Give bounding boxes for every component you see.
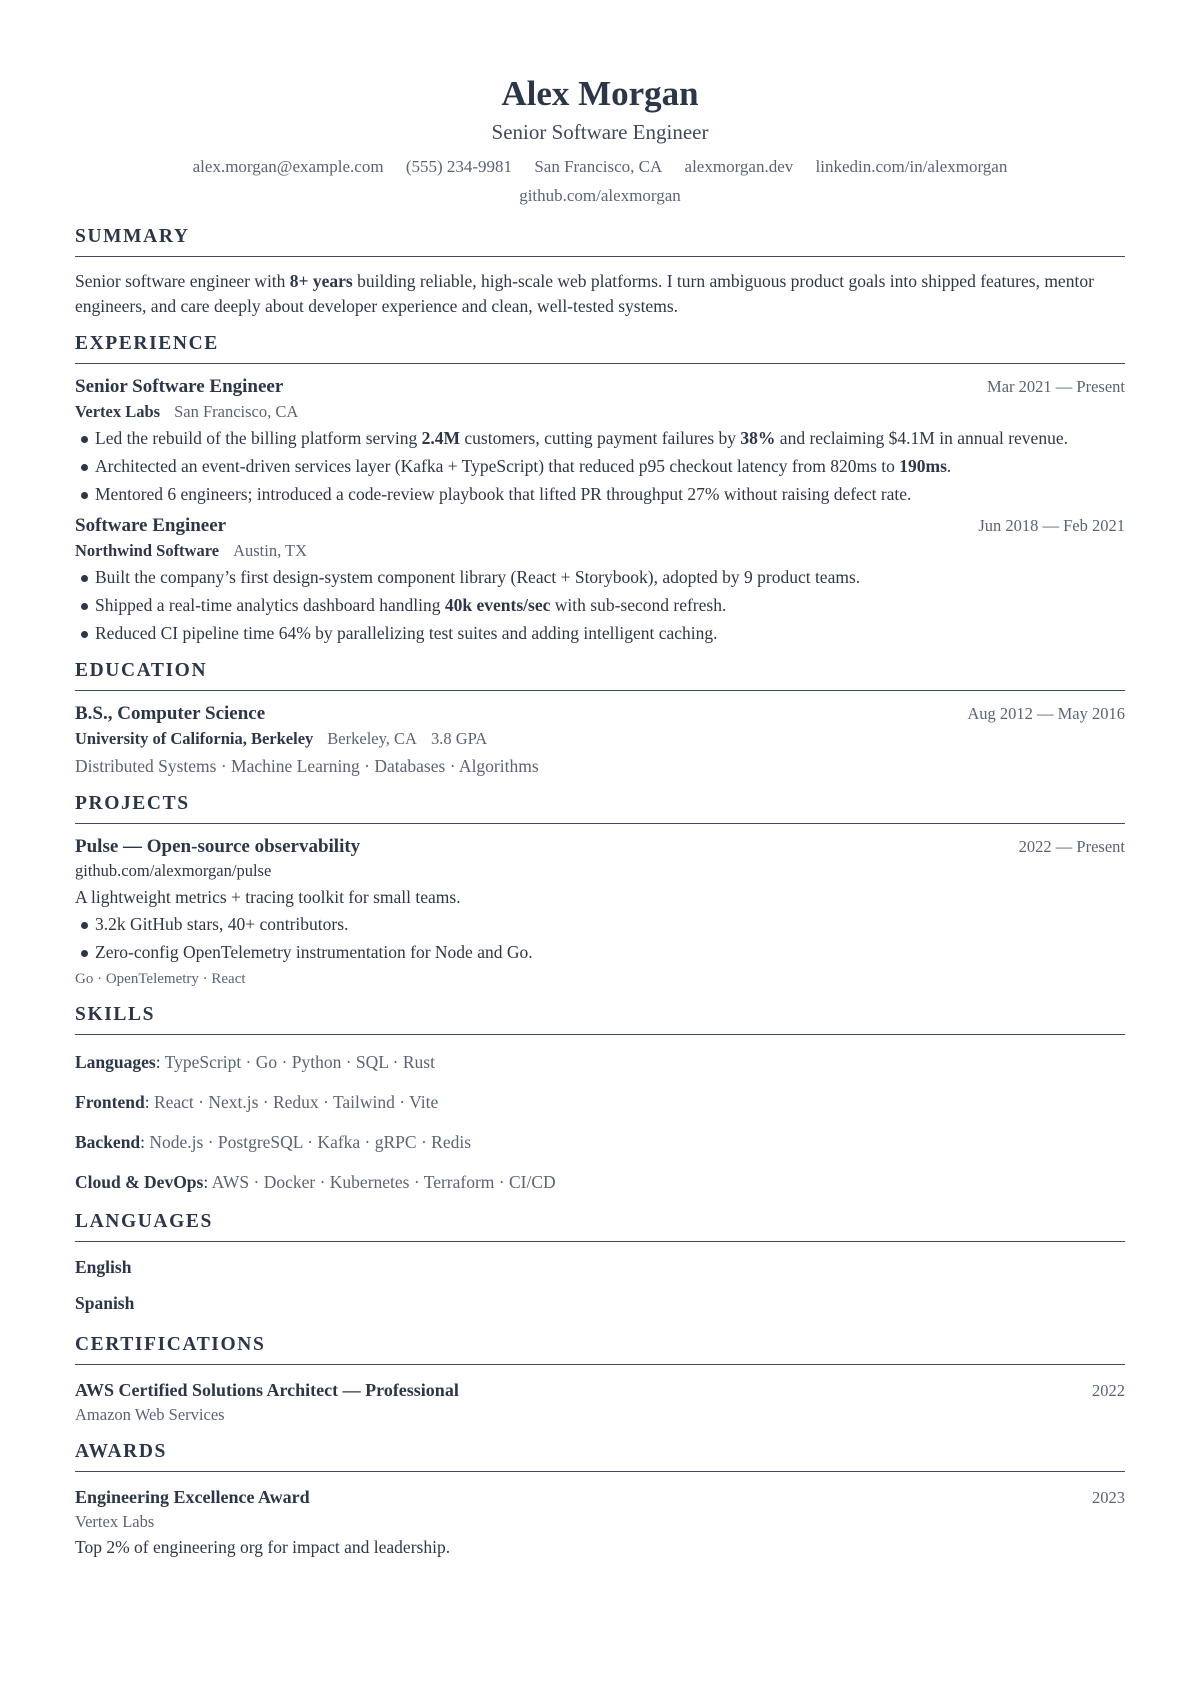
- certifications-section: [75, 1332, 1125, 1427]
- project-description: A lightweight metrics + tracing toolkit for small teams.: [75, 887, 461, 907]
- certification-name: AWS Certified Solutions Architect — Professional: [75, 1380, 459, 1400]
- contact-line: [75, 152, 1125, 210]
- summary-text-part: building reliable, high-scale web platforms. I turn ambiguous product goals into shipped features, mentor engineers, and care deeply about developer experience and clean, well-tested systems.: [75, 271, 1094, 316]
- project-bullets: [75, 912, 1125, 965]
- skill-separator: :: [203, 1172, 212, 1192]
- skill-items: AWS · Docker · Kubernetes · Terraform · CI/CD: [211, 1172, 556, 1192]
- bullet-highlight: 2.4M: [421, 428, 460, 448]
- bullet-text: and reclaiming $4.1M in annual revenue.: [775, 428, 1068, 448]
- job-dates: Jun 2018 — Feb 2021: [978, 516, 1125, 535]
- coursework: Distributed Systems · Machine Learning · Databases · Algorithms: [75, 756, 539, 776]
- section-heading-certifications: CERTIFICATIONS: [75, 1332, 1125, 1365]
- summary-section: [75, 224, 1125, 319]
- gpa: 3.8 GPA: [430, 729, 488, 748]
- job-bullet: [75, 454, 1125, 479]
- degree: B.S., Computer Science: [75, 703, 266, 724]
- language-item: Spanish: [75, 1293, 135, 1313]
- job-company: Northwind Software: [75, 541, 220, 560]
- award-entry: [75, 1484, 1125, 1560]
- skill-items: Node.js · PostgreSQL · Kafka · gRPC · Redis: [149, 1132, 472, 1152]
- experience-section: [75, 331, 1125, 646]
- award-year: 2023: [1092, 1488, 1125, 1507]
- education-entry: [75, 701, 1125, 779]
- project-name: Pulse — Open-source observability: [75, 836, 361, 857]
- bullet-text: Built the company’s first design-system component library (React + Storybook), adopted by 9 product teams.: [95, 567, 861, 587]
- languages-section: [75, 1209, 1125, 1314]
- bullet-text: .: [946, 456, 952, 476]
- job-bullet: [75, 593, 1125, 618]
- skill-row: [75, 1129, 1125, 1155]
- section-heading-education: EDUCATION: [75, 658, 1125, 691]
- bullet-text: Architected an event-driven services layer (Kafka + TypeScript) that reduced p95 checkout latency from 820ms to: [95, 456, 900, 476]
- resume-header: [75, 72, 1125, 210]
- job-bullet: [75, 482, 1125, 507]
- certification-entry: [75, 1377, 1125, 1427]
- project-entry: [75, 834, 1125, 990]
- education-dates: Aug 2012 — May 2016: [967, 704, 1125, 723]
- bullet-highlight: 38%: [740, 428, 776, 448]
- job-bullet: [75, 621, 1125, 646]
- contact-linkedin[interactable]: linkedin.com/in/alexmorgan: [815, 157, 1008, 176]
- skill-category: Cloud & DevOps: [75, 1172, 204, 1192]
- language-item: English: [75, 1257, 132, 1277]
- job-bullets: [75, 565, 1125, 646]
- school-name: University of California, Berkeley: [75, 729, 314, 748]
- skill-separator: :: [144, 1092, 154, 1112]
- skill-category: Frontend: [75, 1092, 145, 1112]
- section-heading-summary: SUMMARY: [75, 224, 1125, 257]
- skill-separator: :: [140, 1132, 150, 1152]
- section-heading-projects: PROJECTS: [75, 791, 1125, 824]
- bullet-text: Reduced CI pipeline time 64% by parallelizing test suites and adding intelligent caching.: [95, 623, 718, 643]
- skill-items: React · Next.js · Redux · Tailwind · Vite: [153, 1092, 439, 1112]
- award-description: Top 2% of engineering org for impact and leadership.: [75, 1537, 451, 1557]
- certification-year: 2022: [1092, 1381, 1125, 1400]
- certification-issuer: Amazon Web Services: [75, 1405, 225, 1424]
- contact-github[interactable]: github.com/alexmorgan: [519, 186, 681, 205]
- bullet-highlight: 40k events/sec: [444, 595, 551, 615]
- job-dates: Mar 2021 — Present: [987, 377, 1125, 396]
- candidate-name: Alex Morgan: [501, 74, 699, 113]
- skill-row: [75, 1089, 1125, 1115]
- job-role: Senior Software Engineer: [75, 376, 284, 397]
- job-entry: [75, 374, 1125, 507]
- projects-section: [75, 791, 1125, 990]
- project-dates: 2022 — Present: [1018, 837, 1125, 856]
- project-bullet: 3.2k GitHub stars, 40+ contributors.: [75, 912, 1125, 937]
- award-issuer: Vertex Labs: [75, 1512, 155, 1531]
- project-bullet: Zero-config OpenTelemetry instrumentation for Node and Go.: [75, 940, 1125, 965]
- contact-phone: (555) 234-9981: [405, 157, 513, 176]
- contact-email[interactable]: alex.morgan@example.com: [192, 157, 384, 176]
- skill-row: [75, 1049, 1125, 1075]
- skills-section: [75, 1002, 1125, 1195]
- candidate-title: Senior Software Engineer: [491, 120, 709, 144]
- job-location: Austin, TX: [233, 541, 308, 560]
- job-role: Software Engineer: [75, 515, 227, 536]
- award-name: Engineering Excellence Award: [75, 1487, 310, 1507]
- summary-highlight: 8+ years: [289, 271, 353, 291]
- job-bullets: [75, 426, 1125, 507]
- skill-category: Backend: [75, 1132, 141, 1152]
- awards-section: [75, 1439, 1125, 1560]
- job-bullet: [75, 565, 1125, 590]
- bullet-text: with sub-second refresh.: [550, 595, 727, 615]
- job-bullet: [75, 426, 1125, 451]
- skill-items: TypeScript · Go · Python · SQL · Rust: [164, 1052, 435, 1072]
- job-entry: [75, 513, 1125, 646]
- job-location: San Francisco, CA: [174, 402, 299, 421]
- education-section: [75, 658, 1125, 779]
- job-company: Vertex Labs: [75, 402, 161, 421]
- summary-text: [75, 269, 1125, 319]
- section-heading-languages: LANGUAGES: [75, 1209, 1125, 1242]
- bullet-text: Led the rebuild of the billing platform serving: [95, 428, 422, 448]
- bullet-text: Mentored 6 engineers; introduced a code-review playbook that lifted PR throughput 27% without raising defect rate.: [95, 484, 912, 504]
- project-link[interactable]: github.com/alexmorgan/pulse: [75, 861, 272, 880]
- section-heading-skills: SKILLS: [75, 1002, 1125, 1035]
- bullet-highlight: 190ms: [899, 456, 947, 476]
- contact-website[interactable]: alexmorgan.dev: [684, 157, 794, 176]
- bullet-text: customers, cutting payment failures by: [460, 428, 741, 448]
- skill-separator: :: [155, 1052, 165, 1072]
- project-tags: Go · OpenTelemetry · React: [75, 971, 246, 987]
- bullet-text: Shipped a real-time analytics dashboard handling: [95, 595, 445, 615]
- section-heading-awards: AWARDS: [75, 1439, 1125, 1472]
- skill-category: Languages: [75, 1052, 156, 1072]
- contact-location: San Francisco, CA: [534, 157, 663, 176]
- summary-text-part: Senior software engineer with: [75, 271, 290, 291]
- skill-row: [75, 1169, 1125, 1195]
- school-location: Berkeley, CA: [327, 729, 417, 748]
- section-heading-experience: EXPERIENCE: [75, 331, 1125, 364]
